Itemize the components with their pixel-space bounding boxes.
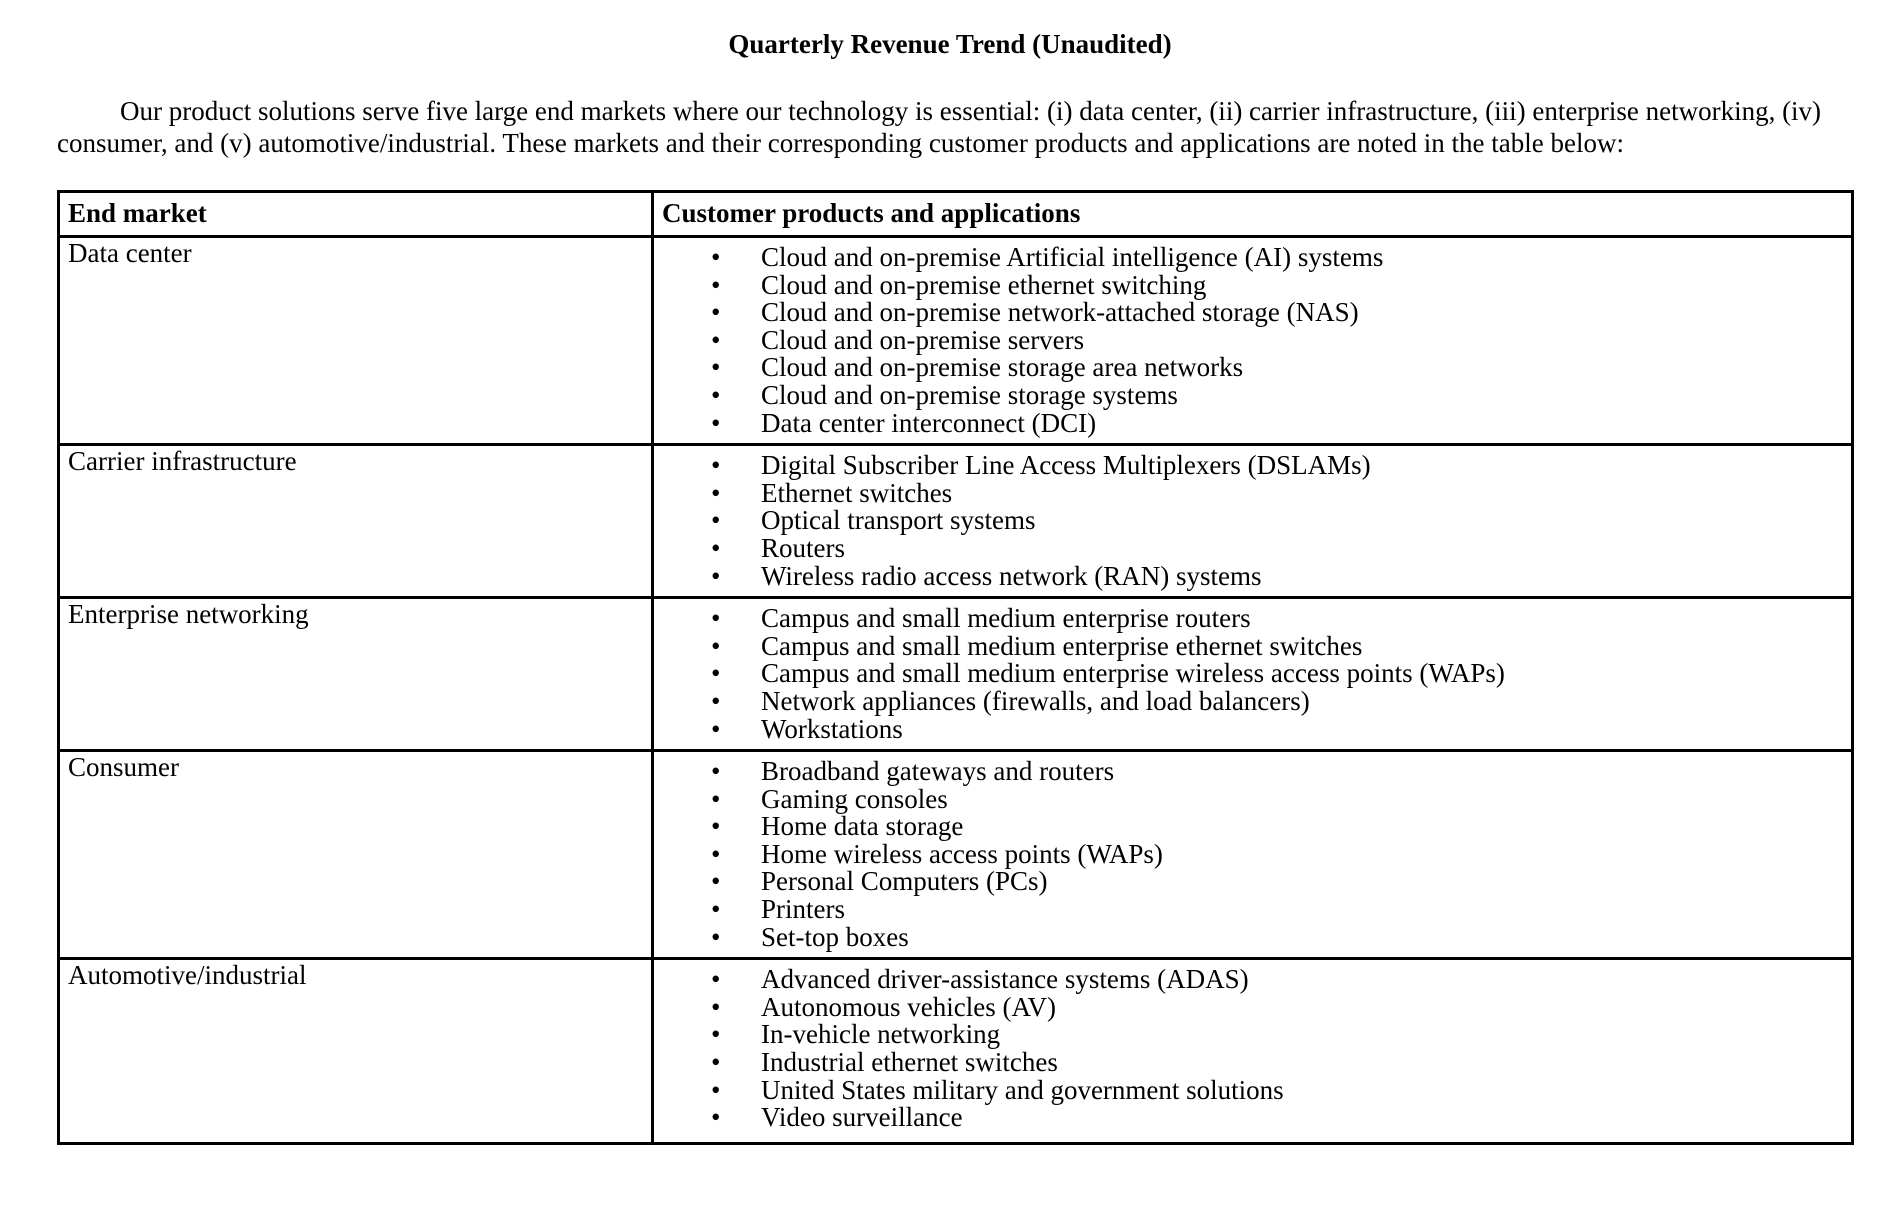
bullet-icon: •	[711, 1019, 721, 1050]
bullet-icon: •	[711, 352, 721, 383]
bullet-icon: •	[711, 477, 721, 508]
end-market-cell: Data center	[59, 237, 653, 445]
list-item-text: Personal Computers (PCs)	[761, 866, 1048, 897]
list-item	[662, 921, 1843, 952]
list-item-text: Gaming consoles	[761, 783, 948, 814]
applications-cell	[653, 598, 1853, 751]
list-item	[662, 758, 1843, 786]
list-item-text: Set-top boxes	[761, 921, 909, 952]
end-market-cell: Enterprise networking	[59, 598, 653, 751]
bullet-icon: •	[711, 991, 721, 1022]
bullet-icon: •	[711, 242, 721, 272]
end-market-cell: Carrier infrastructure	[59, 445, 653, 598]
list-item-text: Home data storage	[761, 811, 964, 842]
list-item-text: Advanced driver-assistance systems (ADAS)	[761, 964, 1249, 995]
applications-cell	[653, 959, 1853, 1144]
bullet-icon: •	[711, 269, 721, 300]
list-item-text: Workstations	[761, 713, 903, 744]
applications-cell	[653, 445, 1853, 598]
bullet-icon: •	[711, 756, 721, 787]
table-row	[59, 237, 1853, 445]
list-item-text: Routers	[761, 532, 845, 563]
list-item	[662, 269, 1843, 300]
applications-list	[662, 446, 1843, 596]
list-item-text: Cloud and on-premise ethernet switching	[761, 269, 1207, 300]
list-item-text: Cloud and on-premise storage area networks	[761, 352, 1244, 383]
list-item	[662, 560, 1843, 591]
bullet-icon: •	[711, 713, 721, 744]
bullet-icon: •	[711, 630, 721, 661]
list-item	[662, 896, 1843, 924]
table-header-row	[59, 192, 1853, 237]
end-market-cell: Consumer	[59, 751, 653, 959]
bullet-icon: •	[711, 1047, 721, 1078]
list-item-text: Digital Subscriber Line Access Multiplexers (DSLAMs)	[761, 450, 1371, 481]
table-row	[59, 445, 1853, 598]
bullet-icon: •	[711, 1102, 721, 1133]
bullet-icon: •	[711, 379, 721, 410]
applications-cell	[653, 751, 1853, 959]
list-item	[662, 477, 1843, 508]
list-item-text: Optical transport systems	[761, 505, 1036, 536]
bullet-icon: •	[711, 921, 721, 952]
list-item-text: Home wireless access points (WAPs)	[761, 838, 1163, 869]
list-item-text: Broadband gateways and routers	[761, 756, 1115, 787]
list-item	[662, 452, 1843, 480]
bullet-icon: •	[711, 964, 721, 995]
list-item-text: Campus and small medium enterprise routers	[761, 603, 1251, 634]
list-item	[662, 507, 1843, 535]
bullet-icon: •	[711, 838, 721, 869]
bullet-icon: •	[711, 407, 721, 438]
list-item	[662, 1021, 1843, 1049]
list-item-text: Network appliances (firewalls, and load balancers)	[761, 685, 1310, 716]
column-header-customer-products: Customer products and applications	[653, 192, 1853, 237]
list-item	[662, 1104, 1843, 1132]
list-item-text: United States military and government solutions	[761, 1074, 1284, 1105]
list-item	[662, 324, 1843, 355]
list-item-text: Data center interconnect (DCI)	[761, 407, 1097, 438]
bullet-icon: •	[711, 894, 721, 925]
list-item-text: Cloud and on-premise storage systems	[761, 379, 1178, 410]
document-title: Quarterly Revenue Trend (Unaudited)	[728, 29, 1172, 59]
column-header-end-market: End market	[59, 192, 653, 237]
applications-cell	[653, 237, 1853, 445]
bullet-icon: •	[711, 783, 721, 814]
bullet-icon: •	[711, 866, 721, 897]
applications-list	[662, 752, 1843, 957]
list-item	[662, 966, 1843, 994]
list-item-text: Cloud and on-premise servers	[761, 324, 1085, 355]
table-row	[59, 598, 1853, 751]
list-item	[662, 868, 1843, 896]
end-markets-table	[57, 190, 1854, 1145]
bullet-icon: •	[711, 532, 721, 563]
bullet-icon: •	[711, 1074, 721, 1105]
list-item	[662, 660, 1843, 688]
bullet-icon: •	[711, 324, 721, 355]
list-item-text: Campus and small medium enterprise ethernet switches	[761, 630, 1363, 661]
list-item-text: Ethernet switches	[761, 477, 953, 508]
list-item	[662, 783, 1843, 814]
bullet-icon: •	[711, 450, 721, 481]
list-item	[662, 605, 1843, 633]
intro-paragraph: Our product solutions serve five large end markets where our technology is essential: (i) data center, (ii) carrier infrastructure, (iii) enterprise networking, (iv) consumer, and (v) automotive/industrial. These markets and their corresponding customer products and applications are noted in the table below:	[57, 96, 1822, 158]
end-market-cell: Automotive/industrial	[59, 959, 653, 1144]
bullet-icon: •	[711, 658, 721, 689]
list-item	[662, 838, 1843, 869]
applications-list	[662, 599, 1843, 749]
list-item-text: Campus and small medium enterprise wireless access points (WAPs)	[761, 658, 1505, 689]
list-item	[662, 407, 1843, 438]
list-item-text: Printers	[761, 894, 845, 925]
list-item	[662, 1049, 1843, 1077]
list-item-text: Autonomous vehicles (AV)	[761, 991, 1056, 1022]
table-row	[59, 959, 1853, 1144]
bullet-icon: •	[711, 811, 721, 842]
list-item	[662, 813, 1843, 841]
applications-list	[662, 960, 1843, 1138]
list-item-text: Industrial ethernet switches	[761, 1047, 1058, 1078]
list-item	[662, 299, 1843, 327]
list-item-text: Wireless radio access network (RAN) systems	[761, 560, 1262, 591]
list-item	[662, 532, 1843, 563]
list-item	[662, 244, 1843, 272]
list-item-text: Cloud and on-premise Artificial intelligence (AI) systems	[761, 242, 1384, 272]
list-item	[662, 354, 1843, 382]
bullet-icon: •	[711, 560, 721, 591]
list-item-text: Video surveillance	[761, 1102, 963, 1133]
list-item	[662, 713, 1843, 744]
list-item	[662, 630, 1843, 661]
bullet-icon: •	[711, 685, 721, 716]
list-item	[662, 685, 1843, 716]
list-item-text: In-vehicle networking	[761, 1019, 1001, 1050]
bullet-icon: •	[711, 603, 721, 634]
applications-list	[662, 238, 1843, 443]
list-item	[662, 1074, 1843, 1105]
bullet-icon: •	[711, 505, 721, 536]
list-item-text: Cloud and on-premise network-attached storage (NAS)	[761, 297, 1359, 328]
bullet-icon: •	[711, 297, 721, 328]
list-item	[662, 379, 1843, 410]
table-row	[59, 751, 1853, 959]
list-item	[662, 991, 1843, 1022]
